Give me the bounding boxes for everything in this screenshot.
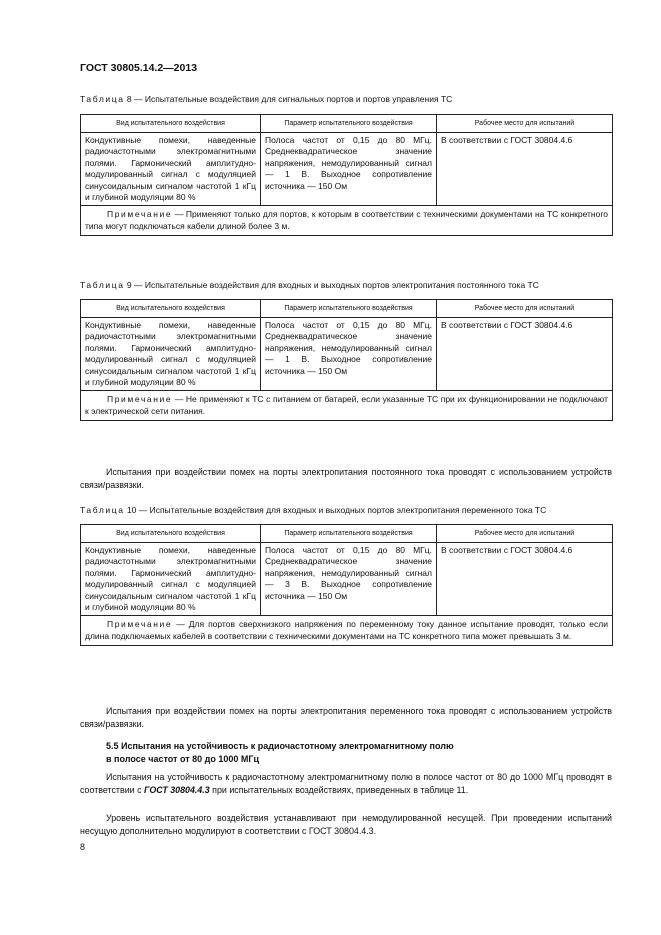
table-note: [81, 391, 613, 421]
column-header: Вид испытательного воздействия: [81, 525, 261, 543]
paragraph-dc-ports: Испытания при воздействии помех на порты электропитания постоянного тока проводят с использованием устройств связи/развязки.: [80, 467, 612, 490]
table-8: [80, 114, 613, 236]
column-header: Рабочее место для испытаний: [437, 300, 613, 318]
table-note: [81, 616, 613, 646]
table-10-caption: [80, 505, 546, 515]
cell-kind: Кондуктивные помехи, наведенные радиочастотными электромагнитными полями. Гармонический амплитудно-модулированный сигнал с модуляцией синусоидальным сигналом частотой 1 кГц и глубиной модуляции 80 %: [81, 543, 261, 616]
table-header-row: [81, 300, 613, 318]
table-8-caption: [80, 94, 452, 104]
table-label: Таблица: [80, 94, 125, 104]
column-header: Вид испытательного воздействия: [81, 300, 261, 318]
column-header: Параметр испытательного воздействия: [261, 525, 437, 543]
table-10: [80, 524, 613, 646]
paragraph-text: при испытательных воздействиях, приведенных в таблице 11.: [209, 785, 469, 795]
cell-param: Полоса частот от 0,15 до 80 МГц. Среднеквадратическое значение напряжения, немодулированный сигнал — 1 В. Выходное сопротивление источника — 150 Ом: [261, 318, 437, 391]
document-header: ГОСТ 30805.14.2—2013: [80, 62, 198, 74]
section-heading-line: 5.5 Испытания на устойчивость к радиочастотному электромагнитному полю: [106, 741, 454, 751]
column-header: Параметр испытательного воздействия: [261, 115, 437, 133]
table-row: [81, 133, 613, 206]
note-text: — Не применяют к ТС с питанием от батарей, если указанные ТС при их функционировании не подключают к электрической сети питания.: [85, 394, 608, 416]
table-9: [80, 299, 613, 421]
page-number: 8: [80, 842, 86, 852]
table-header-row: [81, 525, 613, 543]
cell-param: Полоса частот от 0,15 до 80 МГц. Среднеквадратическое значение напряжения, немодулированный сигнал — 1 В. Выходное сопротивление источника — 150 Ом: [261, 133, 437, 206]
caption-text: 8 — Испытательные воздействия для сигнальных портов и портов управления ТС: [126, 94, 453, 104]
column-header: Рабочее место для испытаний: [437, 115, 613, 133]
table-label: Таблица: [80, 280, 125, 290]
note-row: [81, 391, 613, 421]
column-header: Параметр испытательного воздействия: [261, 300, 437, 318]
standard-reference: ГОСТ 30804.4.3: [144, 785, 210, 795]
cell-place: В соответствии с ГОСТ 30804.4.6: [437, 543, 613, 616]
table-note: [81, 206, 613, 236]
column-header: Вид испытательного воздействия: [81, 115, 261, 133]
note-text: — Применяют только для портов, к которым в соответствии с техническими документами на ТС конкретного типа могут подключаться кабели длиной более 3 м.: [85, 209, 608, 231]
section-heading: [106, 740, 606, 765]
paragraph-text: Испытания на устойчивость к радиочастотному электромагнитному полю в полосе частот от 80 до 1000 МГц проводят в соответствии с: [80, 772, 612, 795]
cell-place: В соответствии с ГОСТ 30804.4.6: [437, 133, 613, 206]
table-row: [81, 318, 613, 391]
paragraph-rf-field: [80, 771, 612, 797]
table-label: Таблица: [80, 505, 125, 515]
note-row: [81, 616, 613, 646]
note-label: Примечание: [107, 394, 173, 405]
table-row: [81, 543, 613, 616]
paragraph-ac-ports: Испытания при воздействии помех на порты электропитания переменного тока проводят с использованием устройств связи/развязки.: [80, 706, 612, 729]
cell-kind: Кондуктивные помехи, наведенные радиочастотными электромагнитными полями. Гармонический амплитудно-модулированный сигнал с модуляцией синусоидальным сигналом частотой 1 кГц и глубиной модуляции 80 %: [81, 133, 261, 206]
cell-param: Полоса частот от 0,15 до 80 МГц. Среднеквадратическое значение напряжения, немодулированный сигнал — 3 В. Выходное сопротивление источника — 150 Ом: [261, 543, 437, 616]
note-text: — Для портов сверхнизкого напряжения по переменному току данное испытание проводят, только если длина подключаемых кабелей в соответствии с техническими документами на ТС конкретного типа может превышать 3 м.: [85, 619, 608, 641]
column-header: Рабочее место для испытаний: [437, 525, 613, 543]
note-label: Примечание: [107, 209, 173, 220]
table-header-row: [81, 115, 613, 133]
paragraph-modulation: Уровень испытательного воздействия устанавливают при немодулированной несущей. При проведении испытаний несущую дополнительно модулируют в соответствии с ГОСТ 30804.4.3.: [80, 813, 612, 836]
table-9-caption: [80, 280, 539, 290]
note-label: Примечание: [107, 619, 173, 630]
note-row: [81, 206, 613, 236]
caption-text: 10 — Испытательные воздействия для входных и выходных портов электропитания переменного тока ТС: [126, 505, 547, 515]
caption-text: 9 — Испытательные воздействия для входных и выходных портов электропитания постоянного тока ТС: [126, 280, 539, 290]
section-heading-line: в полосе частот от 80 до 1000 МГц: [106, 753, 259, 764]
cell-kind: Кондуктивные помехи, наведенные радиочастотными электромагнитными полями. Гармонический амплитудно-модулированный сигнал с модуляцией синусоидальным сигналом частотой 1 кГц и глубиной модуляции 80 %: [81, 318, 261, 391]
cell-place: В соответствии с ГОСТ 30804.4.6: [437, 318, 613, 391]
